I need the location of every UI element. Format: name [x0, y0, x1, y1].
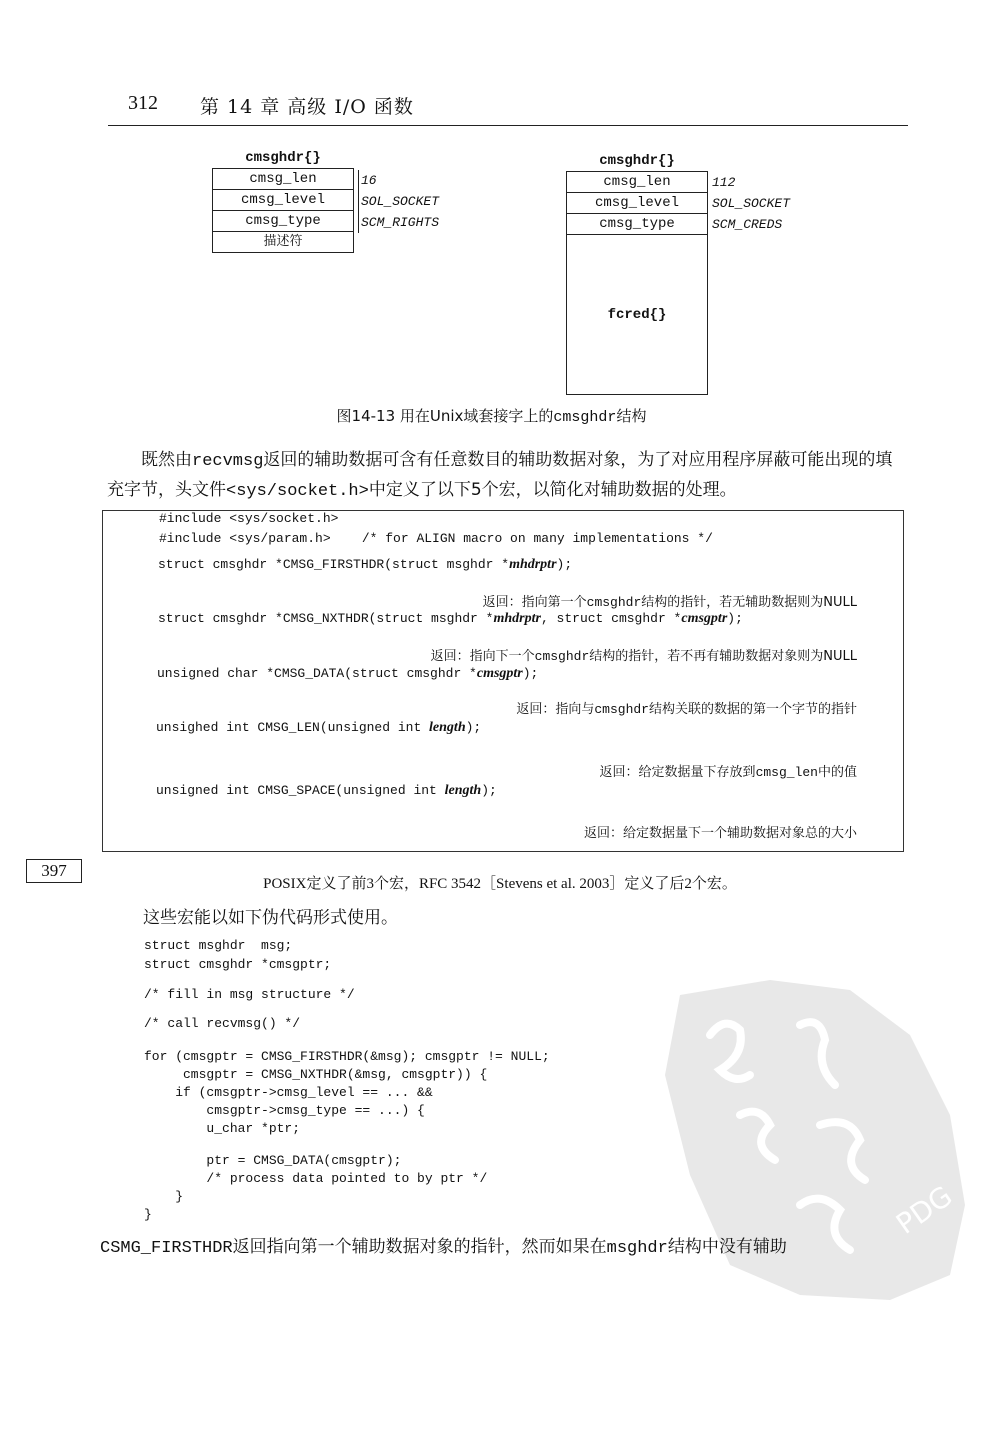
inline-code: recvmsg — [192, 452, 264, 471]
ret-text: 结构的指针，若无辅助数据则为NULL — [641, 595, 857, 610]
struct-value: 112 — [712, 175, 736, 190]
paragraph-text: 结构中没有辅助 — [667, 1237, 787, 1257]
struct-value: SOL_SOCKET — [712, 196, 791, 211]
sig-arg: mhdrptr — [493, 611, 541, 626]
caption-text: 图14-13 用在Unix域套接字上的 — [336, 407, 554, 425]
code-comment: /* call recvmsg() */ — [144, 1016, 301, 1031]
include-line: #include <sys/socket.h> — [159, 511, 339, 526]
sig-arg: length — [444, 783, 482, 798]
sig-text: unsigned int CMSG_SPACE(unsigned int — [156, 783, 445, 798]
figure-caption — [0, 405, 983, 426]
struct-field: cmsg_level — [567, 193, 707, 214]
include-line: #include <sys/param.h> /* for ALIGN macro on many implementations */ — [159, 531, 713, 546]
code-line: cmsgptr = CMSG_NXTHDR(&msg, cmsgptr)) { — [144, 1067, 488, 1082]
right-struct-diagram — [566, 153, 708, 395]
ret-text: 返回：指向第一个 — [482, 595, 587, 610]
code-line: cmsgptr->cmsg_type == ...) { — [144, 1103, 425, 1118]
macro-return — [483, 591, 857, 610]
struct-value: SCM_RIGHTS — [361, 215, 440, 230]
macro-signature — [156, 783, 497, 799]
caption-code: cmsghdr — [553, 409, 617, 426]
sig-arg: mhdrptr — [509, 557, 557, 572]
paragraph-text: 返回指向第一个辅助数据对象的指针，然而如果在 — [232, 1237, 607, 1257]
code-line: struct msghdr msg; — [144, 938, 293, 953]
left-struct-values — [358, 170, 439, 233]
intro-paragraph — [107, 446, 907, 506]
page-number: 312 — [128, 92, 158, 114]
sig-text: ); — [465, 720, 482, 735]
code-line: struct cmsghdr *cmsgptr; — [144, 957, 332, 972]
macro-definitions-box — [102, 510, 904, 852]
inline-code: msghdr — [606, 1239, 668, 1258]
code-comment: /* fill in msg structure */ — [144, 987, 355, 1002]
margin-page-number: 397 — [26, 859, 82, 883]
ret-text: 返回：给定数据量下一个辅助数据对象总的大小 — [583, 826, 857, 841]
ret-code: cmsg_len — [755, 765, 818, 780]
code-line: } — [144, 1189, 184, 1204]
sig-text: unsigned char *CMSG_DATA(struct cmsghdr * — [157, 666, 477, 681]
caption-text: 结构 — [616, 407, 647, 425]
sig-text: ); — [556, 557, 573, 572]
macro-signature — [156, 720, 481, 736]
ret-text: 中的值 — [817, 765, 857, 780]
macro-signature — [157, 666, 538, 682]
paragraph-text: 中定义了以下5个宏，以简化对辅助数据的处理。 — [368, 480, 737, 500]
struct-field: cmsg_level — [213, 190, 353, 211]
struct-value: SOL_SOCKET — [361, 194, 440, 209]
sig-arg: cmsgptr — [681, 611, 728, 626]
struct-value: 16 — [361, 173, 377, 188]
code-line: u_char *ptr; — [144, 1121, 301, 1136]
sig-arg: length — [429, 720, 466, 735]
ret-text: 结构的指针，若不再有辅助数据对象则为NULL — [589, 649, 857, 664]
code-line: for (cmsgptr = CMSG_FIRSTHDR(&msg); cmsgptr != NULL; — [144, 1049, 550, 1064]
code-line: } — [144, 1207, 152, 1222]
ret-text: 返回：指向下一个 — [430, 649, 535, 664]
paragraph-text: 既然由 — [141, 450, 192, 470]
sig-text: , struct cmsghdr * — [540, 611, 682, 626]
ret-text: 结构关联的数据的第一个字节的指针 — [648, 702, 857, 717]
inline-code: CSMG_FIRSTHDR — [100, 1239, 233, 1258]
macro-return — [600, 761, 857, 780]
macro-signature — [158, 611, 743, 627]
macro-return — [516, 698, 857, 717]
posix-note: POSIX定义了前3个宏，RFC 3542［Stevens et al. 2003］定义了后2个宏。 — [263, 876, 737, 892]
macro-return — [584, 822, 857, 841]
left-struct-box — [212, 168, 354, 253]
right-struct-title: cmsghdr{} — [599, 153, 675, 169]
sig-text: struct cmsghdr *CMSG_NXTHDR(struct msghdr * — [158, 611, 494, 626]
fcred-region — [567, 235, 707, 394]
fcred-label: fcred{} — [607, 306, 667, 323]
macro-return — [431, 645, 857, 664]
right-struct-box — [566, 171, 708, 395]
struct-field: cmsg_type — [567, 214, 707, 235]
sig-arg: cmsgptr — [476, 666, 523, 681]
sig-text: ); — [481, 783, 497, 798]
usage-intro: 这些宏能以如下伪代码形式使用。 — [143, 908, 398, 928]
code-comment: /* process data pointed to by ptr */ — [144, 1171, 488, 1186]
last-paragraph — [100, 1233, 900, 1263]
sig-text: ); — [522, 666, 539, 681]
struct-field: cmsg_len — [213, 169, 353, 190]
sig-text: ); — [727, 611, 743, 626]
watermark-label: PDG — [890, 1179, 959, 1241]
struct-field: 描述符 — [263, 234, 303, 249]
code-line: if (cmsgptr->cmsg_level == ... && — [144, 1085, 433, 1100]
macro-signature — [158, 557, 572, 573]
ret-text: 返回：指向与 — [516, 702, 595, 717]
sig-text: unsighed int CMSG_LEN(unsigned int — [156, 720, 430, 735]
chapter-title: 第 14 章 高级 I/O 函数 — [200, 96, 414, 118]
right-struct-values — [710, 172, 790, 235]
left-struct-title: cmsghdr{} — [245, 150, 321, 166]
ret-text: 返回：给定数据量下存放到 — [599, 765, 756, 780]
ret-code: cmsghdr — [534, 649, 590, 664]
struct-field: cmsg_type — [213, 211, 353, 232]
paragraph-text: 返回的辅助数据可含有任意数目的辅助数据对象，为了对应用程序屏蔽可能出现的填充字节，头文件 — [107, 450, 893, 500]
header-rule — [108, 125, 908, 126]
ret-code: cmsghdr — [594, 702, 649, 717]
struct-field: cmsg_len — [567, 172, 707, 193]
inline-code: <sys/socket.h> — [226, 482, 369, 501]
sig-text: struct cmsghdr *CMSG_FIRSTHDR(struct msghdr * — [158, 557, 510, 572]
code-line: ptr = CMSG_DATA(cmsgptr); — [144, 1153, 402, 1168]
left-struct-diagram — [212, 150, 354, 253]
struct-value: SCM_CREDS — [712, 217, 783, 232]
ret-code: cmsghdr — [586, 595, 642, 610]
